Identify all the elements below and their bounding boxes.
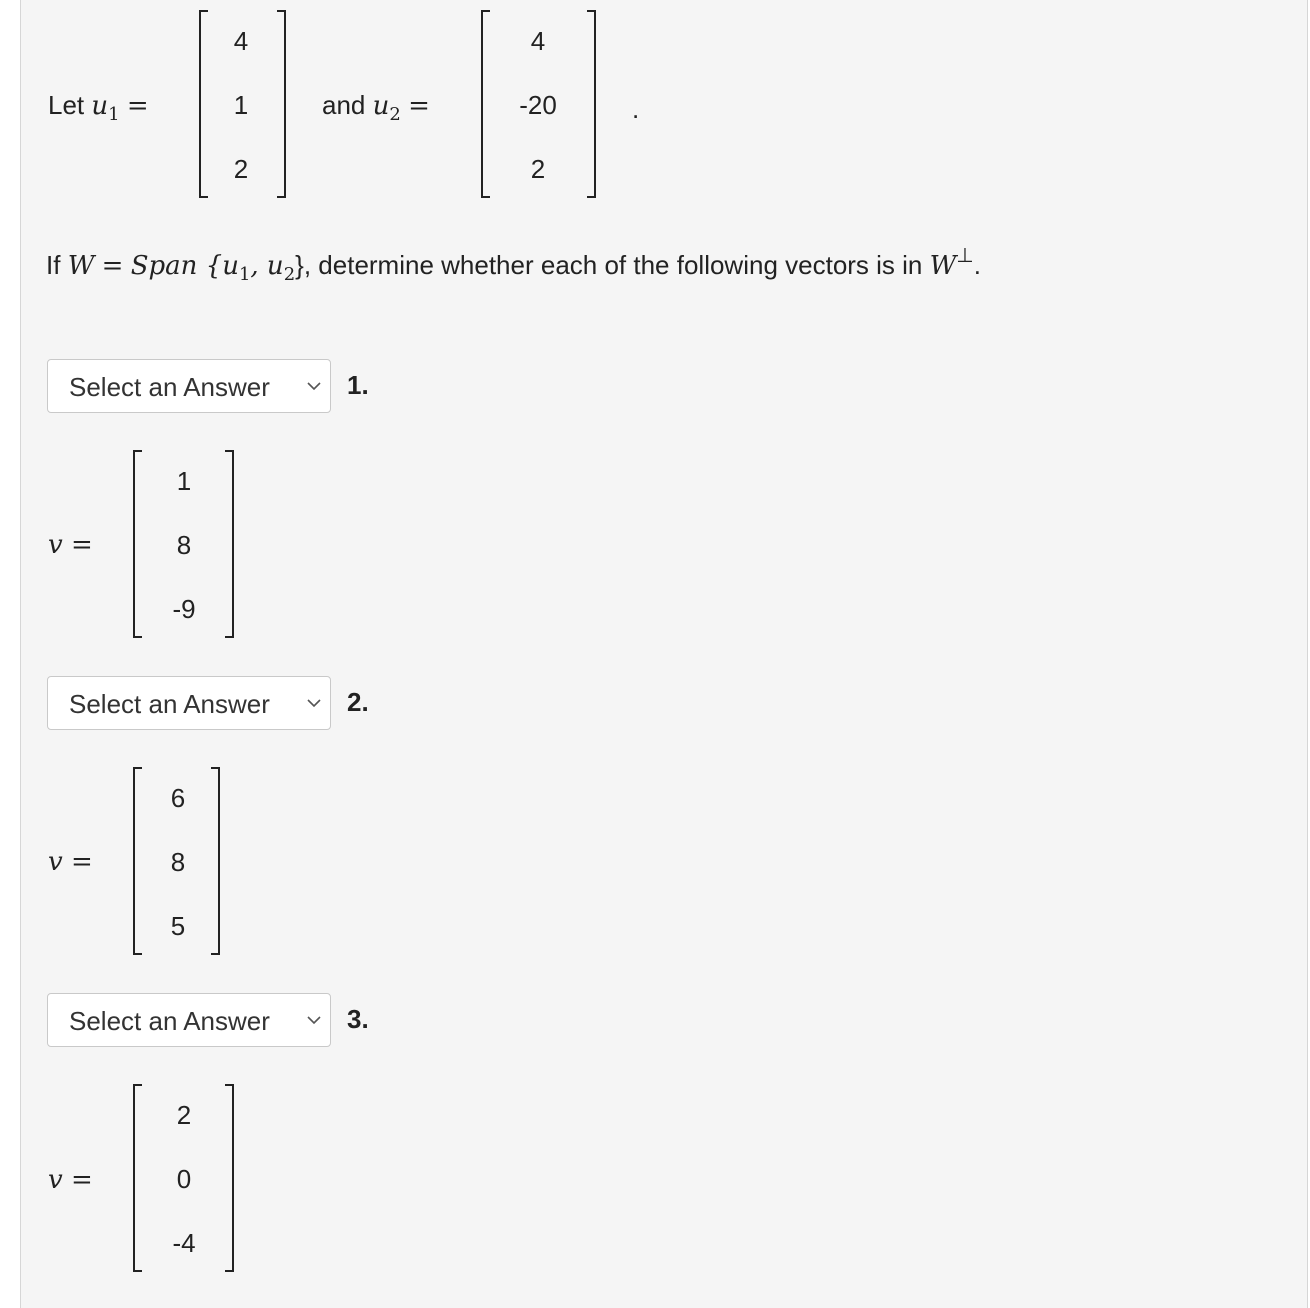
question-end: . [973,250,982,280]
answer-select-3[interactable] [47,993,331,1047]
question-panel [20,0,1308,1308]
v-label-1: v = [48,530,93,560]
answer-select-3-value: Select an Answer [69,1006,270,1036]
u1-entry-3: 2 [233,154,249,184]
u1-sub: 1 [108,104,120,125]
v3-right-bracket [225,1084,234,1272]
v1-right-bracket [225,450,234,638]
u1-entry-1: 4 [233,26,249,56]
intro-and [322,90,430,124]
u2-equals: = [408,91,430,121]
w-perp-symbol: W [929,251,957,281]
answer-select-2[interactable] [47,676,331,730]
v3-entry-2: 0 [176,1164,192,1194]
and-word: and [322,90,366,120]
perp-symbol: ⊥ [956,245,974,267]
v1-left-bracket [133,450,142,638]
v2-entry-1: 6 [170,783,186,813]
span-comma: , u [250,251,284,281]
u2-entry-1: 4 [530,26,546,56]
u1-entry-2: 1 [233,90,249,120]
if-word: If [46,250,61,280]
let-word: Let [48,90,85,120]
w-symbol: W [67,251,95,281]
u1-symbol: u [91,91,109,121]
u2-entry-3: 2 [530,154,546,184]
intro-period: . [632,94,640,124]
answer-select-1[interactable] [47,359,331,413]
v3-entry-1: 2 [176,1100,192,1130]
w-equals: = [101,251,124,281]
intro-let [48,90,149,124]
question-text [46,245,982,285]
u2-left-bracket [481,10,490,198]
u2-right-bracket [587,10,596,198]
v-label-2: v = [48,847,93,877]
v-label-3: v = [48,1165,93,1195]
span-sub-2: 2 [283,264,296,285]
chevron-down-icon [306,1012,322,1028]
question-rest: determine whether each of the following vectors is in [318,250,923,280]
v2-entry-2: 8 [170,847,186,877]
u2-entry-2: -20 [519,90,557,120]
span-close: }, [295,250,312,280]
answer-select-1-value: Select an Answer [69,372,270,402]
answer-select-2-value: Select an Answer [69,689,270,719]
v1-entry-3: -9 [172,594,196,624]
v3-entry-3: -4 [172,1228,196,1258]
u1-equals: = [126,91,149,121]
u2-sub: 2 [389,104,401,125]
v3-left-bracket [133,1084,142,1272]
span-expression [130,251,296,285]
v1-entry-2: 8 [176,530,192,560]
span-sub-1: 1 [238,264,251,285]
part-number-2: 2. [347,687,369,717]
v2-entry-3: 5 [170,911,186,941]
part-number-3: 3. [347,1004,369,1034]
span-open: Span {u [130,251,239,281]
v1-entry-1: 1 [176,466,192,496]
chevron-down-icon [306,378,322,394]
chevron-down-icon [306,695,322,711]
part-number-1: 1. [347,370,369,400]
u2-symbol: u [372,91,390,121]
